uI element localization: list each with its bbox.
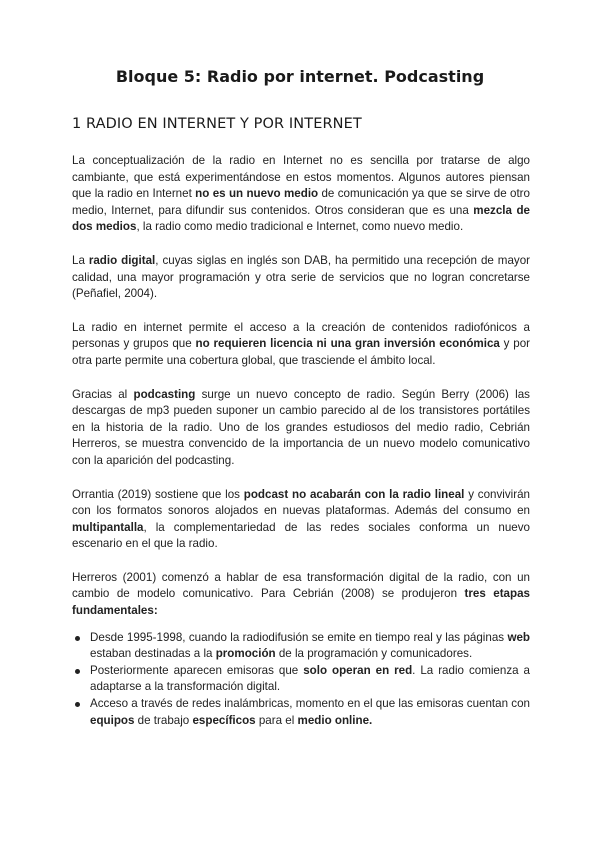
body-text [72, 153, 530, 729]
text-run: surge un nuevo concepto de radio. Según Berry (2006) las descargas de mp3 pueden suponer un cambio parecido al de los transistores portátiles en la historia de la radio. Uno de los grandes estudiosos del medio radio, Cebrián Herreros, se muestra convencido de la importancia de un nuevo modelo comunicativo con la aparición del podcasting. [72, 387, 530, 467]
text-run: Posteriormente aparecen emisoras que [90, 663, 304, 677]
text-run: de la programación y comunicadores. [275, 647, 473, 661]
bold-text: no requieren licencia ni una gran inversión económica [195, 337, 500, 351]
bold-text: específicos [192, 713, 256, 727]
text-run: , la complementariedad de las redes sociales conforma un nuevo escenario en el que la radio. [72, 520, 530, 551]
paragraph [72, 570, 530, 620]
text-run: Desde 1995-1998, cuando la radiodifusión se emite en tiempo real y las páginas [90, 630, 508, 644]
paragraph [72, 153, 530, 236]
bold-text: promoción [215, 647, 276, 661]
text-run: Gracias al [72, 387, 134, 401]
text-run: La [72, 253, 89, 267]
bold-text: podcasting [133, 387, 196, 401]
text-run: , la radio como medio tradicional e Internet, como nuevo medio. [136, 220, 464, 234]
text-run: La conceptualización de la radio en Internet no es sencilla por tratarse de algo cambiante, que está experimentándose en estos momentos. Algunos autores piensan que la radio en Internet [72, 154, 530, 201]
bold-text: multipantalla [72, 520, 144, 534]
text-run: La radio en internet permite el acceso a la creación de contenidos radiofónicos a personas y grupos que [72, 320, 530, 351]
text-run: Orrantia (2019) sostiene que los [72, 487, 244, 501]
bold-text: no es un nuevo medio [195, 187, 319, 201]
text-run: , cuyas siglas en inglés son DAB, ha permitido una recepción de mayor calidad, una mayor programación y otra serie de servicios que no logran concretarse (Peñafiel, 2004). [72, 253, 531, 301]
paragraph [72, 387, 530, 470]
bold-text: medio online. [297, 713, 373, 727]
bold-text: web [507, 630, 530, 644]
text-run: para el [255, 713, 298, 727]
paragraph [72, 253, 530, 303]
list-item [90, 696, 530, 729]
text-run: estaban destinadas a la [90, 647, 216, 661]
bold-text: tres etapas fundamentales: [72, 587, 530, 618]
section-heading: 1 RADIO EN INTERNET Y POR INTERNET [72, 116, 362, 132]
text-run: de comunicación ya que se sirve de otro medio, Internet, para difundir sus contenidos. Otros consideran que es una [72, 187, 530, 217]
bold-text: podcast no acabarán con la radio lineal [243, 487, 465, 501]
bold-text: equipos [90, 713, 135, 727]
text-run: Herreros (2001) comenzó a hablar de esa transformación digital de la radio, con un cambio de modelo comunicativo. Para Cebrián (2008) se produjeron [72, 570, 530, 601]
text-run: de trabajo [134, 713, 193, 727]
text-run: y convivirán con los formatos sonoros alojados en nuevas plataformas. Además del consumo en [72, 487, 530, 518]
text-run: y por otra parte permite una cobertura global, que trasciende el ámbito local. [72, 337, 531, 367]
text-run: Acceso a través de redes inalámbricas, momento en el que las emisoras cuentan con [90, 697, 530, 711]
paragraph [72, 487, 530, 553]
page-title: Bloque 5: Radio por internet. Podcasting [115, 67, 485, 86]
bold-text: radio digital [88, 253, 156, 267]
list-item [90, 663, 530, 696]
list-item [90, 630, 530, 663]
bullet-list [72, 630, 530, 730]
paragraph [72, 320, 530, 370]
bold-text: solo operan en red [303, 663, 413, 677]
text-run: . La radio comienza a adaptarse a la transformación digital. [90, 663, 530, 694]
bold-text: mezcla de dos medios [72, 203, 530, 234]
